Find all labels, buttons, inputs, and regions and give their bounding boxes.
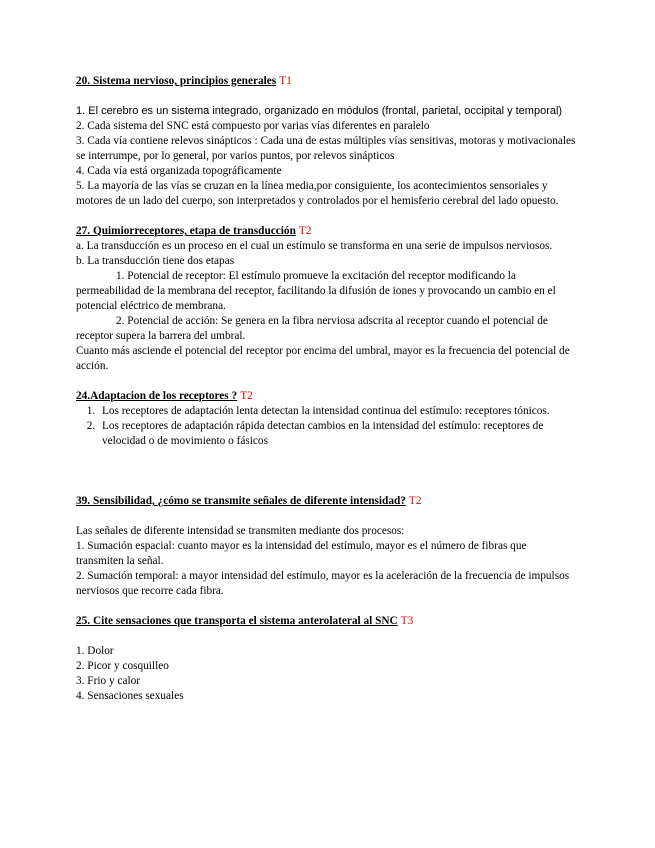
section-25-item-4: 4. Sensaciones sexuales — [76, 690, 184, 702]
section-20-item-1: 1. El cerebro es un sistema integrado, organizado en módulos (frontal, parietal, occipital y temporal) — [76, 105, 563, 117]
section-25-item-3: 3. Frio y calor — [76, 675, 141, 687]
section-27-point-b: b. La transducción tiene dos etapas — [76, 255, 235, 267]
section-20-item-3: 3. Cada vía contiene relevos sinápticos : Cada una de estas múltiples vías sensitivas, motoras y motivacionales se interrumpe, por lo general, por varios puntos, por relevos sinápticos — [76, 135, 576, 162]
section-20-item-5: 5. La mayoría de las vías se cruzan en la línea media,por consiguiente, los acontecimientos sensoriales y motores de un lado del cuerpo, son interpretados y controlados por el hemisferio cerebral del lado opuesto. — [76, 180, 559, 207]
section-39-point-2: 2. Sumación temporal: a mayor intensidad del estímulo, mayor es la aceleración de la frecuencia de impulsos nerviosos que recorre cada fibra. — [76, 570, 570, 597]
section-20-heading — [76, 74, 576, 89]
section-39-intro: Las señales de diferente intensidad se transmiten mediante dos procesos: — [76, 525, 405, 537]
document-content — [76, 74, 576, 704]
section-20 — [76, 74, 576, 209]
section-27-heading — [76, 224, 576, 239]
section-39-heading — [76, 494, 576, 509]
section-25-item-1: 1. Dolor — [76, 645, 114, 657]
section-27-point-b2: 2. Potencial de acción: Se genera en la fibra nerviosa adscrita al receptor cuando el potencial de receptor supera la barrera del umbral. — [76, 315, 548, 342]
section-27 — [76, 224, 576, 374]
section-39-tag: T2 — [408, 495, 422, 507]
section-27-point-a: a. La transducción es un proceso en el cual un estímulo se transforma en una serie de impulsos nerviosos. — [76, 240, 553, 252]
section-20-item-4: 4. Cada vía está organizada topográficamente — [76, 165, 282, 177]
section-27-tag: T2 — [298, 225, 312, 237]
section-24 — [76, 389, 576, 449]
section-27-note: Cuanto más asciende el potencial del receptor por encima del umbral, mayor es la frecuencia del potencial de acción. — [76, 345, 570, 372]
section-20-item-2: 2. Cada sistema del SNC está compuesto por varias vías diferentes en paralelo — [76, 120, 430, 132]
section-25-heading — [76, 614, 576, 629]
section-24-list — [76, 404, 576, 449]
section-39-title: 39. Sensibilidad, ¿cómo se transmite señales de diferente intensidad? — [76, 495, 406, 507]
section-25 — [76, 614, 576, 704]
section-25-tag: T3 — [400, 615, 414, 627]
section-24-item-1: 1. Los receptores de adaptación lenta detectan la intensidad continua del estímulo: receptores tónicos. — [98, 404, 576, 419]
section-25-item-2: 2. Picor y cosquilleo — [76, 660, 169, 672]
section-24-heading — [76, 389, 576, 404]
section-25-list — [76, 644, 576, 704]
section-25-title: 25. Cite sensaciones que transporta el sistema anterolateral al SNC — [76, 615, 398, 627]
section-27-point-b1: 1. Potencial de receptor: El estímulo promueve la excitación del receptor modificando la permeabilidad de la membrana del receptor, facilitando la difusión de iones y provocando un cambio en el potencial eléctrico de membrana. — [76, 270, 556, 312]
section-39 — [76, 494, 576, 599]
section-24-tag: T2 — [240, 390, 253, 402]
section-27-title: 27. Quimiorreceptores, etapa de transducción — [76, 225, 296, 237]
section-24-item-2: 2. Los receptores de adaptación rápida detectan cambios en la intensidad del estímulo: receptores de velocidad o de movimiento o fásicos — [98, 419, 576, 449]
section-20-tag: T1 — [279, 75, 292, 87]
section-24-title: 24.Adaptacion de los receptores ? — [76, 390, 238, 402]
section-20-title: 20. Sistema nervioso, principios generales — [76, 75, 277, 87]
section-39-point-1: 1. Sumación espacial: cuanto mayor es la intensidad del estímulo, mayor es el número de fibras que transmiten la señal. — [76, 540, 527, 567]
